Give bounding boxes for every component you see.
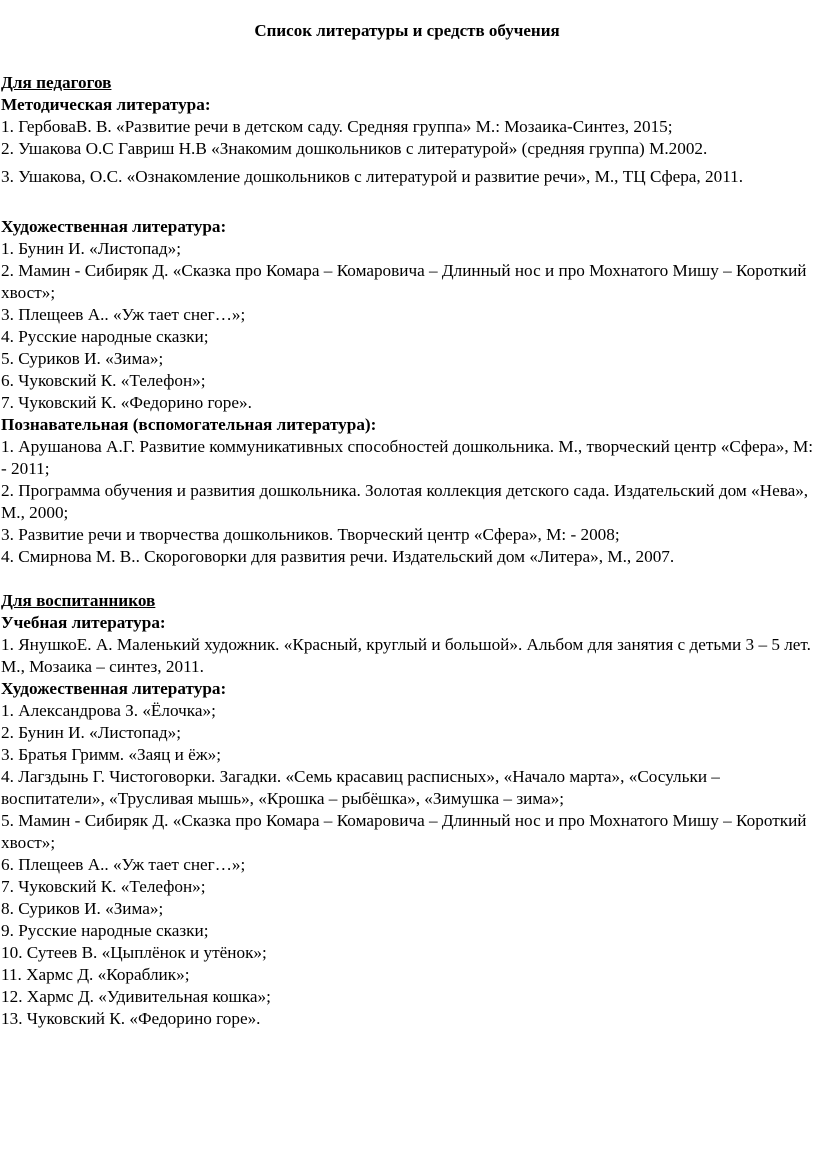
list-item: 1. Арушанова А.Г. Развитие коммуникативных способностей дошкольника. М., творческий центр «Сфера», М: - 2011; — [1, 437, 814, 478]
list-item: 6. Плещеев А.. «Уж тает снег…»; — [1, 855, 246, 874]
list-item: 9. Русские народные сказки; — [1, 921, 209, 940]
cognitive-heading: Познавательная (вспомогательная литература): — [1, 415, 377, 434]
list-item: 1. Александрова З. «Ёлочка»; — [1, 701, 216, 720]
list-item: 11. Хармс Д. «Кораблик»; — [1, 965, 190, 984]
document-page — [0, 20, 814, 1030]
list-item: 12. Хармс Д. «Удивительная кошка»; — [1, 987, 271, 1006]
teachers-section — [0, 72, 814, 568]
pupils-fiction-heading: Художественная литература: — [1, 679, 227, 698]
pupils-heading: Для воспитанников — [1, 591, 156, 610]
methodical-heading: Методическая литература: — [1, 95, 211, 114]
list-item: 4. Русские народные сказки; — [1, 327, 209, 346]
list-item: 3. Братья Гримм. «Заяц и ёж»; — [1, 745, 221, 764]
list-item: 5. Суриков И. «Зима»; — [1, 349, 164, 368]
list-item: 7. Чуковский К. «Телефон»; — [1, 877, 206, 896]
list-item: 2. Ушакова О.С Гавриш Н.В «Знакомим дошкольников с литературой» (средняя группа) М.2002. — [1, 139, 708, 158]
teachers-fiction-heading: Художественная литература: — [1, 217, 227, 236]
list-item: 3. Развитие речи и творчества дошкольников. Творческий центр «Сфера», М: - 2008; — [1, 525, 620, 544]
educational-heading: Учебная литература: — [1, 613, 166, 632]
pupils-section — [0, 590, 814, 1030]
list-item: 4. Смирнова М. В.. Скороговорки для развития речи. Издательский дом «Литера», М., 2007. — [1, 547, 675, 566]
list-item: 5. Мамин - Сибиряк Д. «Сказка про Комара – Комаровича – Длинный нос и про Мохнатого Мишу – Короткий хвост»; — [1, 811, 807, 852]
list-item: 1. ГербоваВ. В. «Развитие речи в детском саду. Средняя группа» М.: Мозаика-Синтез, 2015; — [1, 117, 673, 136]
list-item: 2. Бунин И. «Листопад»; — [1, 723, 182, 742]
list-item: 1. ЯнушкоЕ. А. Маленький художник. «Красный, круглый и большой». Альбом для занятия с детьми 3 – 5 лет. М., Мозаика – синтез, 2011. — [1, 635, 811, 676]
list-item: 3. Ушакова, О.С. «Ознакомление дошкольников с литературой и развитие речи», М., ТЦ Сфера, 2011. — [1, 167, 744, 186]
list-item: 1. Бунин И. «Листопад»; — [1, 239, 182, 258]
list-item: 10. Сутеев В. «Цыплёнок и утёнок»; — [1, 943, 267, 962]
teachers-heading: Для педагогов — [1, 73, 112, 92]
document-title: Список литературы и средств обучения — [254, 21, 560, 40]
list-item: 13. Чуковский К. «Федорино горе». — [1, 1009, 261, 1028]
list-item: 2. Программа обучения и развития дошкольника. Золотая коллекция детского сада. Издательский дом «Нева», М., 2000; — [1, 481, 809, 522]
list-item: 2. Мамин - Сибиряк Д. «Сказка про Комара – Комаровича – Длинный нос и про Мохнатого Мишу – Короткий хвост»; — [1, 261, 807, 302]
list-item: 7. Чуковский К. «Федорино горе». — [1, 393, 252, 412]
list-item: 3. Плещеев А.. «Уж тает снег…»; — [1, 305, 246, 324]
list-item: 8. Суриков И. «Зима»; — [1, 899, 164, 918]
list-item: 4. Лагздынь Г. Чистоговорки. Загадки. «Семь красавиц расписных», «Начало марта», «Сосульки – воспитатели», «Трусливая мышь», «Крошка – рыбёшка», «Зимушка – зима»; — [1, 767, 720, 808]
list-item: 6. Чуковский К. «Телефон»; — [1, 371, 206, 390]
